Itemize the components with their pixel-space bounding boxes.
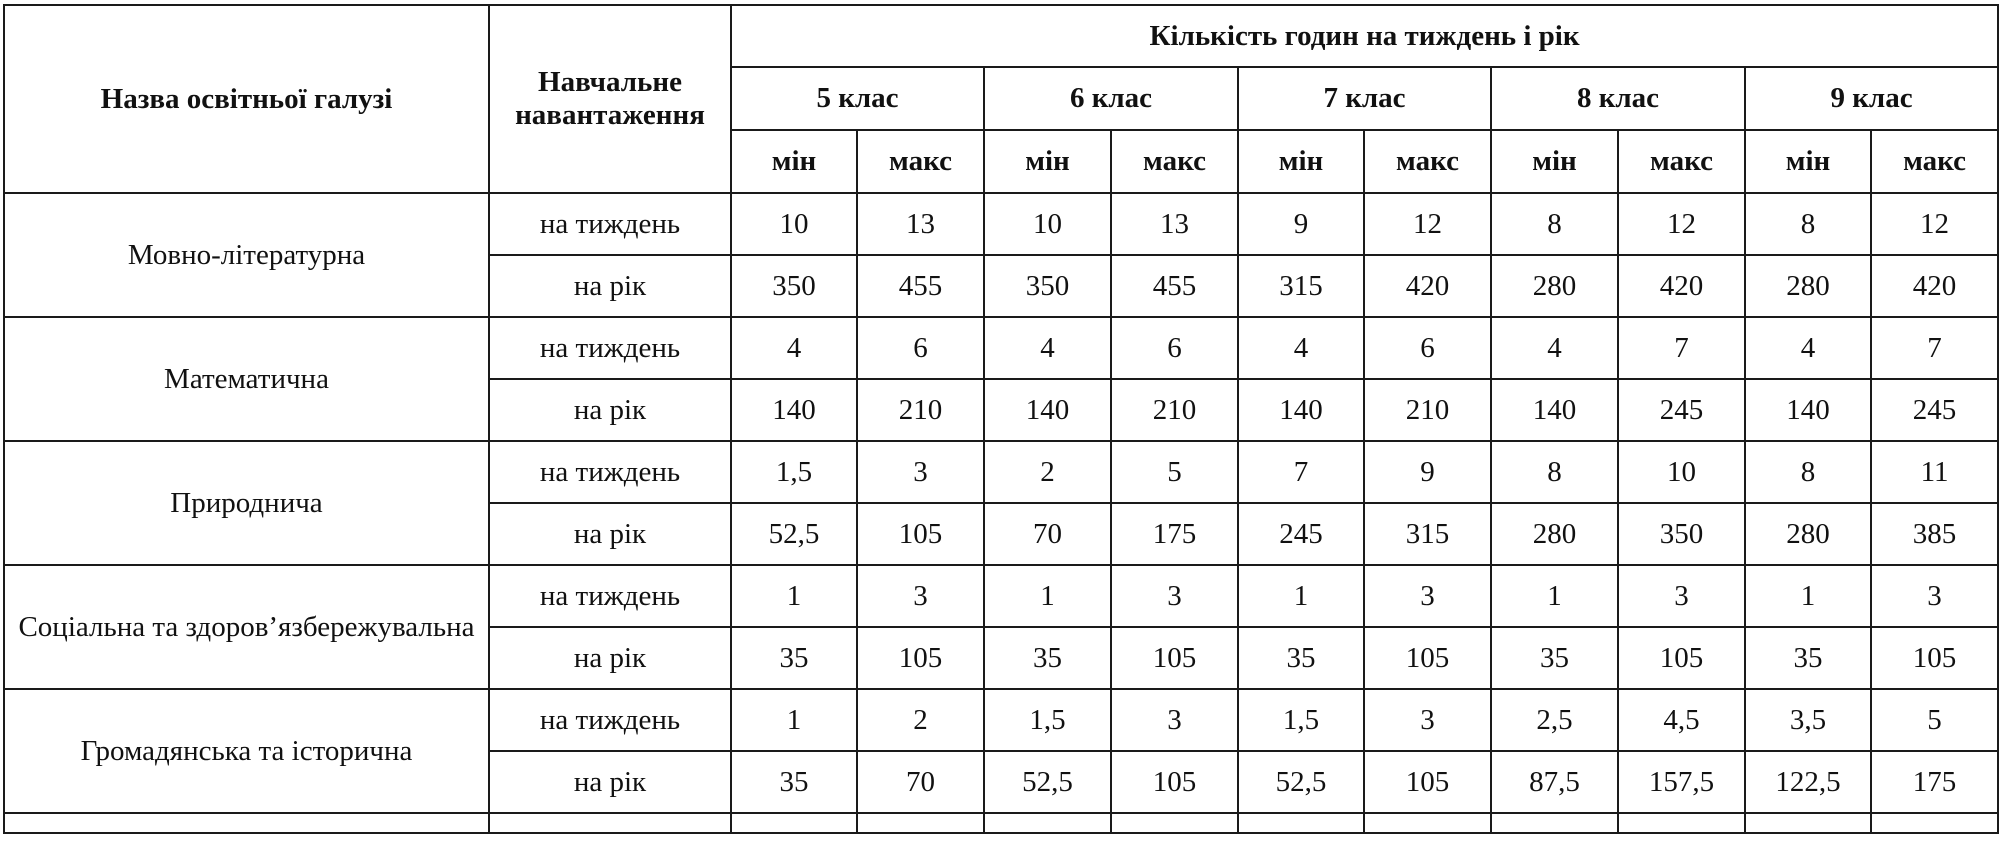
table-body — [4, 193, 1998, 833]
load-per-year-cell: на рік — [489, 503, 731, 565]
max-hours-cell: 3 — [1111, 565, 1238, 627]
min-hours-cell: 1 — [1238, 565, 1364, 627]
empty-cell — [1871, 813, 1998, 833]
min-hours-cell: 8 — [1745, 441, 1871, 503]
empty-cell — [1111, 813, 1238, 833]
table-row — [4, 193, 1998, 255]
min-hours-cell: 280 — [1491, 255, 1618, 317]
empty-cell — [1491, 813, 1618, 833]
max-hours-cell: 105 — [1364, 627, 1491, 689]
min-hours-cell: 4 — [984, 317, 1111, 379]
min-hours-cell: 1,5 — [1238, 689, 1364, 751]
max-hours-cell: 105 — [1111, 627, 1238, 689]
min-hours-cell: 35 — [984, 627, 1111, 689]
table-header — [4, 5, 1998, 193]
max-hours-cell: 105 — [1871, 627, 1998, 689]
max-hours-cell: 105 — [1111, 751, 1238, 813]
max-hours-cell: 245 — [1618, 379, 1745, 441]
min-header-9: мін — [1745, 130, 1871, 193]
table-row — [4, 441, 1998, 503]
max-hours-cell: 3 — [1111, 689, 1238, 751]
max-hours-cell: 455 — [1111, 255, 1238, 317]
area-column-header: Назва освітньої галузі — [4, 5, 489, 193]
max-hours-cell: 9 — [1364, 441, 1491, 503]
min-hours-cell: 8 — [1745, 193, 1871, 255]
max-hours-cell: 5 — [1871, 689, 1998, 751]
max-header-7: макс — [1364, 130, 1491, 193]
max-hours-cell: 13 — [857, 193, 984, 255]
grade-header-5: 5 клас — [731, 67, 984, 130]
min-header-5: мін — [731, 130, 857, 193]
min-hours-cell: 140 — [984, 379, 1111, 441]
min-hours-cell: 140 — [731, 379, 857, 441]
max-hours-cell: 11 — [1871, 441, 1998, 503]
load-column-header: Навчальне навантаження — [489, 5, 731, 193]
load-per-week-cell: на тиждень — [489, 441, 731, 503]
min-hours-cell: 350 — [984, 255, 1111, 317]
min-hours-cell: 10 — [731, 193, 857, 255]
grade-header-9: 9 клас — [1745, 67, 1998, 130]
min-hours-cell: 350 — [731, 255, 857, 317]
min-hours-cell: 87,5 — [1491, 751, 1618, 813]
area-name-cell: Природнича — [4, 441, 489, 565]
max-hours-cell: 420 — [1364, 255, 1491, 317]
min-hours-cell: 1 — [731, 689, 857, 751]
max-hours-cell: 105 — [857, 627, 984, 689]
max-hours-cell: 5 — [1111, 441, 1238, 503]
area-name-cell: Мовно-літературна — [4, 193, 489, 317]
min-hours-cell: 140 — [1745, 379, 1871, 441]
min-hours-cell: 4 — [731, 317, 857, 379]
max-hours-cell: 70 — [857, 751, 984, 813]
table-row — [4, 317, 1998, 379]
min-hours-cell: 140 — [1238, 379, 1364, 441]
max-hours-cell: 3 — [1871, 565, 1998, 627]
max-hours-cell: 6 — [1364, 317, 1491, 379]
max-hours-cell: 3 — [1364, 565, 1491, 627]
min-hours-cell: 140 — [1491, 379, 1618, 441]
max-header-5: макс — [857, 130, 984, 193]
min-hours-cell: 4 — [1238, 317, 1364, 379]
grade-header-8: 8 клас — [1491, 67, 1745, 130]
empty-cell — [984, 813, 1111, 833]
load-per-week-cell: на тиждень — [489, 317, 731, 379]
max-hours-cell: 7 — [1618, 317, 1745, 379]
min-hours-cell: 8 — [1491, 193, 1618, 255]
hours-group-header: Кількість годин на тиждень і рік — [731, 5, 1998, 67]
max-hours-cell: 6 — [1111, 317, 1238, 379]
min-header-6: мін — [984, 130, 1111, 193]
max-hours-cell: 10 — [1618, 441, 1745, 503]
min-hours-cell: 4 — [1491, 317, 1618, 379]
max-header-6: макс — [1111, 130, 1238, 193]
min-hours-cell: 35 — [731, 627, 857, 689]
grade-header-6: 6 клас — [984, 67, 1238, 130]
max-hours-cell: 12 — [1871, 193, 1998, 255]
min-hours-cell: 315 — [1238, 255, 1364, 317]
grade-header-7: 7 клас — [1238, 67, 1491, 130]
min-hours-cell: 2 — [984, 441, 1111, 503]
max-hours-cell: 420 — [1618, 255, 1745, 317]
max-hours-cell: 7 — [1871, 317, 1998, 379]
min-hours-cell: 280 — [1491, 503, 1618, 565]
max-header-9: макс — [1871, 130, 1998, 193]
max-hours-cell: 210 — [1364, 379, 1491, 441]
max-hours-cell: 175 — [1871, 751, 1998, 813]
max-hours-cell: 12 — [1618, 193, 1745, 255]
max-hours-cell: 6 — [857, 317, 984, 379]
min-hours-cell: 1 — [1491, 565, 1618, 627]
load-per-year-cell: на рік — [489, 255, 731, 317]
max-hours-cell: 350 — [1618, 503, 1745, 565]
min-hours-cell: 35 — [1491, 627, 1618, 689]
min-hours-cell: 3,5 — [1745, 689, 1871, 751]
max-hours-cell: 3 — [1364, 689, 1491, 751]
load-per-week-cell: на тиждень — [489, 565, 731, 627]
empty-cell — [1618, 813, 1745, 833]
max-hours-cell: 3 — [857, 441, 984, 503]
min-hours-cell: 52,5 — [984, 751, 1111, 813]
min-hours-cell: 7 — [1238, 441, 1364, 503]
max-hours-cell: 315 — [1364, 503, 1491, 565]
empty-cell — [731, 813, 857, 833]
min-hours-cell: 2,5 — [1491, 689, 1618, 751]
max-hours-cell: 3 — [1618, 565, 1745, 627]
min-hours-cell: 1,5 — [984, 689, 1111, 751]
empty-cell — [489, 813, 731, 833]
max-hours-cell: 13 — [1111, 193, 1238, 255]
min-hours-cell: 4 — [1745, 317, 1871, 379]
min-hours-cell: 9 — [1238, 193, 1364, 255]
load-per-week-cell: на тиждень — [489, 689, 731, 751]
min-hours-cell: 280 — [1745, 503, 1871, 565]
max-hours-cell: 105 — [1364, 751, 1491, 813]
min-hours-cell: 1 — [984, 565, 1111, 627]
table-row — [4, 689, 1998, 751]
max-hours-cell: 2 — [857, 689, 984, 751]
max-hours-cell: 385 — [1871, 503, 1998, 565]
max-hours-cell: 210 — [857, 379, 984, 441]
min-hours-cell: 35 — [731, 751, 857, 813]
table-row-cut-off — [4, 813, 1998, 833]
min-hours-cell: 70 — [984, 503, 1111, 565]
min-hours-cell: 35 — [1745, 627, 1871, 689]
min-hours-cell: 10 — [984, 193, 1111, 255]
max-hours-cell: 157,5 — [1618, 751, 1745, 813]
curriculum-hours-table — [3, 4, 1999, 834]
max-hours-cell: 105 — [1618, 627, 1745, 689]
area-name-cell: Соціальна та здоров’язбережувальна — [4, 565, 489, 689]
min-hours-cell: 52,5 — [731, 503, 857, 565]
max-hours-cell: 245 — [1871, 379, 1998, 441]
empty-cell — [4, 813, 489, 833]
empty-cell — [857, 813, 984, 833]
max-hours-cell: 3 — [857, 565, 984, 627]
min-hours-cell: 35 — [1238, 627, 1364, 689]
max-hours-cell: 175 — [1111, 503, 1238, 565]
empty-cell — [1745, 813, 1871, 833]
table-row — [4, 565, 1998, 627]
area-name-cell: Громадянська та історична — [4, 689, 489, 813]
min-hours-cell: 245 — [1238, 503, 1364, 565]
min-hours-cell: 1,5 — [731, 441, 857, 503]
area-name-cell: Математична — [4, 317, 489, 441]
min-hours-cell: 8 — [1491, 441, 1618, 503]
min-hours-cell: 1 — [731, 565, 857, 627]
min-header-8: мін — [1491, 130, 1618, 193]
max-hours-cell: 420 — [1871, 255, 1998, 317]
min-hours-cell: 280 — [1745, 255, 1871, 317]
load-per-year-cell: на рік — [489, 379, 731, 441]
max-hours-cell: 105 — [857, 503, 984, 565]
empty-cell — [1364, 813, 1491, 833]
min-hours-cell: 52,5 — [1238, 751, 1364, 813]
max-hours-cell: 210 — [1111, 379, 1238, 441]
min-hours-cell: 122,5 — [1745, 751, 1871, 813]
max-hours-cell: 12 — [1364, 193, 1491, 255]
max-hours-cell: 4,5 — [1618, 689, 1745, 751]
load-per-year-cell: на рік — [489, 751, 731, 813]
min-hours-cell: 1 — [1745, 565, 1871, 627]
max-hours-cell: 455 — [857, 255, 984, 317]
max-header-8: макс — [1618, 130, 1745, 193]
load-per-week-cell: на тиждень — [489, 193, 731, 255]
load-per-year-cell: на рік — [489, 627, 731, 689]
empty-cell — [1238, 813, 1364, 833]
min-header-7: мін — [1238, 130, 1364, 193]
